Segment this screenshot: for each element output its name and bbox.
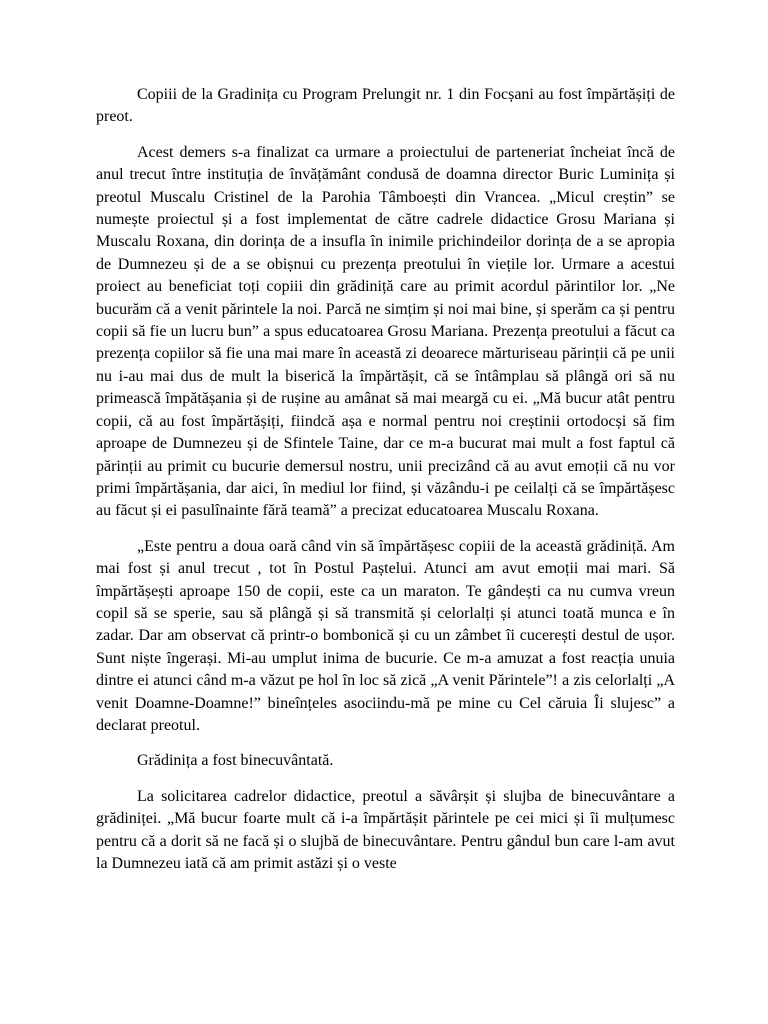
paragraph-priest-quote: „Este pentru a doua oară când vin să împărtășesc copiii de la această grădiniță. Am mai fost și anul trecut , tot în Postul Paștelui. Atunci am avut emoții mai mari. Să împărtășești aproape 150 de copii, este ca un maraton. Te gândești ca nu cumva vreun copil să se sperie, sau să plângă și să transmită și celorlalți și atunci toată munca e în zadar. Dar am observat că printr-o bombonică și cu un zâmbet îi cucerești destul de ușor. Sunt niște îngerași. Mi-au umplut inima de bucurie. Ce m-a amuzat a fost reacția unuia dintre ei atunci când m-a văzut pe hol în loc să zică „A venit Părintele”! a zis celorlalți „A venit Doamne-Doamne!” bineînțeles asociindu-mă pe mine cu Cel căruia Îi slujesc” a declarat preotul.: [96, 537, 675, 734]
paragraph-project: Acest demers s-a finalizat ca urmare a proiectului de parteneriat încheiat încă de anul trecut între instituția de învățământ condusă de doamna director Buric Luminița și preotul Muscalu Cristinel de la Parohia Tâmboești din Vrancea. „Micul creștin” se numește proiectul și a fost implementat de către cadrele didactice Grosu Mariana și Muscalu Roxana, din dorința de a insufla în inimile prichindeilor dorința de a se apropia de Dumnezeu și de a se obișnui cu prezența preotului în viețile lor. Urmare a acestui proiect au beneficiat toți copiii din grădiniță care au primit acordul părintilor lor. „Ne bucurăm că a venit părintele la noi. Parcă ne simțim și noi mai bine, și sperăm ca și pentru copii să fie un lucru bun” a spus educatoarea Grosu Mariana. Prezența preotului a făcut ca prezența copiilor să fie una mai mare în această zi deoarece mărturiseau părinții că pe unii nu i-au mai dus de mult la biserică la împărtășit, că se întâmplau să plângă ori să nu primească împătășania și de rușine au amânat să mai meargă cu ei. „Mă bucur atât pentru copii, că au fost împărtășiți, fiindcă așa e normal pentru noi creștinii ortodocși să fim aproape de Dumnezeu și de Sfintele Taine, dar ce m-a bucurat mai mult a fost faptul că părinții au primit cu bucurie demersul nostru, unii precizând că au avut emoții că nu vor primi împărtășania, dar aici, în mediul lor fiind, și văzându-i pe ceilalți că se împărtășesc au făcut și ei pasulînainte fără teamă” a precizat educatoarea Muscalu Roxana.: [96, 143, 675, 520]
paragraph-blessing-heading: Grădinița a fost binecuvântată.: [137, 752, 334, 770]
paragraph-blessing: La solicitarea cadrelor didactice, preotul a săvârșit și slujba de binecuvântare a grădiniței. „Mă bucur foarte mult că i-a împărtășit părintele pe cei mici și îi mulțumesc pentru că a dorit să ne facă și o slujbă de binecuvântare. Pentru gândul bun care l-am avut la Dumnezeu iată că am primit astăzi și o veste: [96, 787, 675, 872]
paragraph-intro: Copiii de la Gradinița cu Program Prelungit nr. 1 din Focșani au fost împărtășiți de preot.: [96, 86, 675, 126]
document-body: [96, 84, 675, 888]
